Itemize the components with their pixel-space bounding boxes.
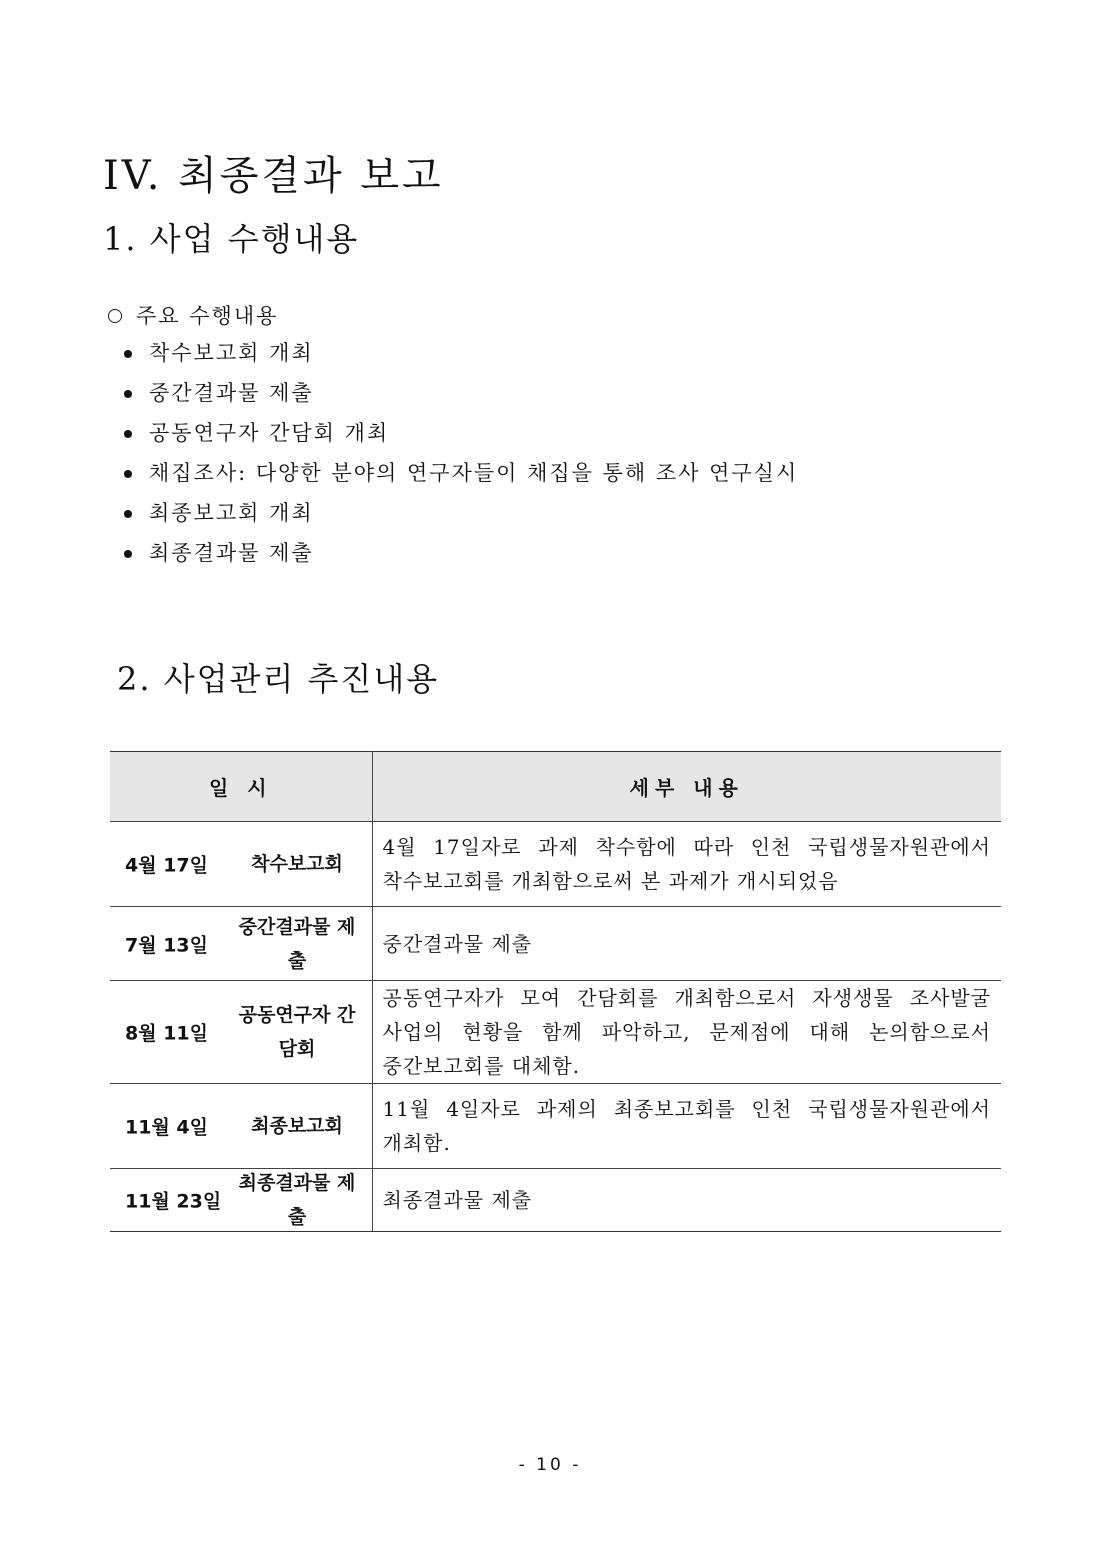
detail-cell: 공동연구자가 모여 간담회를 개최함으로서 자생생물 조사발굴 사업의 현황을 함께 파악하고, 문제점에 대해 논의함으로서 중간보고회를 대체함. <box>372 981 1001 1084</box>
schedule-table <box>110 751 1001 1232</box>
event-text: 중간결과물 제출 <box>238 915 356 972</box>
list-item <box>108 413 798 453</box>
bullet-dot-icon <box>124 350 132 358</box>
page-number: - 10 - <box>518 1455 582 1475</box>
table-header-row <box>110 752 1001 822</box>
table-row <box>110 1084 1001 1169</box>
list-item <box>108 453 798 493</box>
date-text: 4월 17일 <box>125 854 208 877</box>
date-text: 11월 4일 <box>125 1116 208 1139</box>
list-item-text: 착수보고회 개최 <box>149 341 314 365</box>
bullet-dot-icon <box>124 390 132 398</box>
date-cell <box>110 981 372 1084</box>
bullet-dot-icon <box>124 550 132 558</box>
header-date: 일 시 <box>110 752 372 822</box>
bullet-dot-icon <box>124 430 132 438</box>
date-text: 7월 13일 <box>125 934 208 956</box>
event-text: 최종결과물 제출 <box>238 1172 356 1228</box>
list-item <box>108 373 798 413</box>
detail-cell: 최종결과물 제출 <box>372 1169 1001 1232</box>
list-item-text: 채집조사: 다양한 분야의 연구자들이 채집을 통해 조사 연구실시 <box>149 461 799 485</box>
task-list <box>108 333 798 573</box>
date-cell <box>110 907 372 981</box>
list-item <box>108 533 798 573</box>
circle-bullet-icon <box>108 309 122 323</box>
section1-content <box>108 300 798 573</box>
bullet-dot-icon <box>124 510 132 518</box>
lead-item <box>108 300 798 333</box>
list-item-text: 공동연구자 간담회 개최 <box>149 421 390 445</box>
table-row <box>110 822 1001 907</box>
list-item-text: 최종결과물 제출 <box>149 541 314 565</box>
detail-cell: 4월 17일자로 과제 착수함에 따라 인천 국립생물자원관에서 착수보고회를 개최함으로써 본 과제가 개시되었음 <box>372 822 1001 907</box>
date-cell <box>110 1169 372 1232</box>
table-row <box>110 981 1001 1084</box>
table-row <box>110 907 1001 981</box>
event-text: 착수보고회 <box>251 853 343 875</box>
lead-text: 주요 수행내용 <box>136 304 279 328</box>
list-item-text: 최종보고회 개최 <box>149 501 314 525</box>
detail-cell: 11월 4일자로 과제의 최종보고회를 인천 국립생물자원관에서 개최함. <box>372 1084 1001 1169</box>
date-cell <box>110 822 372 907</box>
event-text: 공동연구자 간담회 <box>238 1004 356 1060</box>
event-text: 최종보고회 <box>251 1115 343 1137</box>
table-row <box>110 1169 1001 1232</box>
list-item <box>108 333 798 373</box>
bullet-dot-icon <box>124 470 132 478</box>
section1-title: 1. 사업 수행내용 <box>103 220 360 258</box>
list-item <box>108 493 798 533</box>
date-text: 11월 23일 <box>125 1190 222 1213</box>
date-text: 8월 11일 <box>125 1022 208 1045</box>
section2-title: 2. 사업관리 추진내용 <box>117 660 440 698</box>
date-cell <box>110 1084 372 1169</box>
list-item-text: 중간결과물 제출 <box>149 381 314 405</box>
header-detail: 세부 내용 <box>372 752 1001 822</box>
chapter-heading: IV. 최종결과 보고 <box>103 153 444 199</box>
detail-cell: 중간결과물 제출 <box>372 907 1001 981</box>
